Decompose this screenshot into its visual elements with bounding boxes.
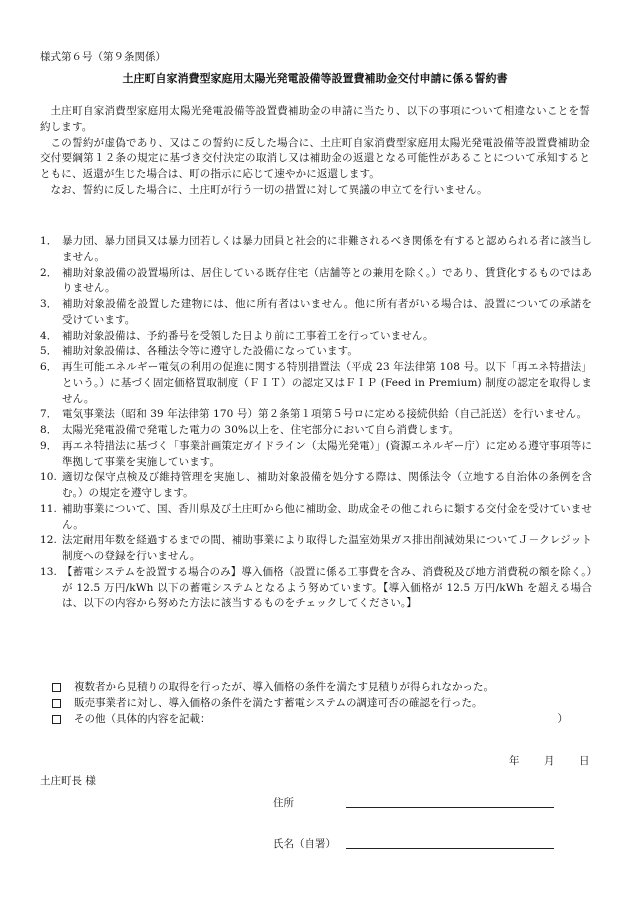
pledge-number: 6． [40, 361, 58, 373]
form-number: 様式第６号（第９条関係） [40, 51, 166, 63]
pledge-text: 法定耐用年数を経過するまでの間、補助事業により取得した温室効果ガス排出削減効果についてＪ－クレジット制度への登録を行いません。 [62, 534, 592, 562]
pledge-text: 適切な保守点検及び維持管理を実施し、補助対象設備を処分する際は、関係法令（立地する自治体の条例を含む。）の規定を遵守します。 [62, 471, 592, 499]
pledge-number: 3． [40, 298, 58, 310]
pledge-item [40, 533, 592, 565]
pledge-text: 補助対象設備の設置場所は、居住している既存住宅（店舗等との兼用を除く。）であり、賃貸化するものではありません。 [62, 266, 592, 295]
pledge-item [40, 329, 592, 345]
check-option-label: その他（具体的内容を記載： [74, 712, 211, 725]
pledge-text: 補助事業について、国、香川県及び土庄町から他に補助金、助成金その他これらに類する交付金を受けていません。 [62, 502, 592, 531]
intro-section [40, 104, 590, 199]
pledge-item [40, 502, 592, 534]
check-list [48, 680, 588, 727]
pledge-text: 【蓄電システムを設置する場合のみ】導入価格（設置に係る工事費を含み、消費税及び地方消費税の額を除く。）が 12.5 万円/kWh 以下の蓄電システムとなるよう努めています。【導入価格が 12.5 万円/kWh を超える場合は、以下の内容から努めた方法に該当するものをチェックしてください。】 [62, 565, 592, 610]
name-label: 氏名（自署） [273, 838, 336, 850]
pledge-item [40, 297, 592, 329]
pledge-number: 8． [40, 424, 58, 436]
address-label: 住所 [273, 797, 294, 809]
pledge-number: 13. [40, 565, 57, 578]
date-month-label: 月 [544, 755, 555, 767]
checkbox[interactable] [52, 683, 61, 692]
document-title: 土庄町自家消費型家庭用太陽光発電設備等設置費補助金交付申請に係る誓約書 [122, 72, 508, 85]
pledge-item [40, 266, 592, 298]
recipient: 土庄町長 様 [40, 775, 96, 787]
pledge-text: 再エネ特措法に基づく「事業計画策定ガイドライン（太陽光発電）」(資源エネルギー庁）に定める遵守事項等に準拠して事業を実施しています。 [62, 439, 592, 468]
checkbox[interactable] [52, 699, 61, 708]
intro-paragraph: この誓約が虚偽であり、又はこの誓約に反した場合に、土庄町自家消費型家庭用太陽光発電設備等設置費補助金交付要綱第１２条の規定に基づき交付決定の取消し又は補助金の返還となる可能性があることについて承知するとともに、返還が生じた場合は、町の指示に応じて速やかに返還します。 [40, 136, 590, 180]
intro-paragraph: 土庄町自家消費型家庭用太陽光発電設備等設置費補助金の申請に当たり、以下の事項について相違ないことを誓約します。 [40, 105, 590, 133]
date-year-label: 年 [509, 755, 520, 767]
pledge-text: 補助対象設備は、各種法令等に遵守した設備になっています。 [62, 345, 358, 358]
pledge-item [40, 344, 592, 360]
signature-field[interactable] [346, 848, 554, 849]
check-option-label: 販売事業者に対し、導入価格の条件を満たす蓄電システムの調達可否の確認を行った。 [74, 696, 483, 709]
pledge-number: 10. [40, 471, 57, 484]
check-option [48, 696, 588, 712]
pledge-item [40, 234, 592, 266]
pledge-text: 電気事業法（昭和 39 年法律第 170 号）第２条第１項第５号ロに定める接続供給（自己託送）を行いません。 [62, 408, 588, 421]
pledge-item [40, 423, 592, 439]
check-option-label: 複数者から見積りの取得を行ったが、導入価格の条件を満たす見積りが得られなかった。 [74, 681, 494, 693]
check-option [48, 680, 588, 696]
date-day-label: 日 [579, 755, 590, 767]
pledge-item [40, 565, 592, 612]
pledge-number: 1． [40, 235, 58, 247]
pledge-item [40, 360, 592, 407]
pledge-number: 12. [40, 534, 57, 547]
pledge-number: 9． [40, 439, 58, 452]
pledge-number: 11. [40, 502, 57, 515]
pledge-list [40, 234, 592, 612]
pledge-text: 暴力団、暴力団員又は暴力団若しくは暴力団員と社会的に非難されるべき関係を有すると認められる者に該当しません。 [62, 235, 592, 263]
pledge-number: 7． [40, 408, 58, 421]
checkbox[interactable] [52, 715, 61, 724]
pledge-text: 補助対象設備を設置した建物には、他に所有者はいません。他に所有者がいる場合は、設置についての承諾を受けています。 [62, 298, 592, 326]
pledge-text: 再生可能エネルギー電気の利用の促進に関する特別措置法（平成 23 年法律第 108 号。以下「再エネ特措法」という。）に基づく固定価格買取制度（ＦＩＴ）の認定又はＦＩＰ (Feed in Premium) 制度の認定を取得しません。 [62, 361, 592, 405]
pledge-number: 2． [40, 266, 58, 279]
pledge-text: 補助対象設備は、予約番号を受領した日より前に工事着工を行っていません。 [62, 329, 434, 342]
pledge-item [40, 407, 592, 423]
closing-parenthesis: ） [557, 712, 568, 725]
pledge-text: 太陽光発電設備で発電した電力の 30%以上を、住宅部分において自ら消費します。 [62, 424, 460, 436]
pledge-item [40, 470, 592, 502]
pledge-number: 5． [40, 345, 58, 358]
pledge-item [40, 439, 592, 471]
pledge-number: 4． [40, 329, 58, 342]
check-option-other [48, 712, 588, 728]
address-field[interactable] [346, 807, 554, 808]
intro-paragraph: なお、誓約に反した場合に、土庄町が行う一切の措置に対して異議の申立てを行いません。 [50, 183, 488, 196]
